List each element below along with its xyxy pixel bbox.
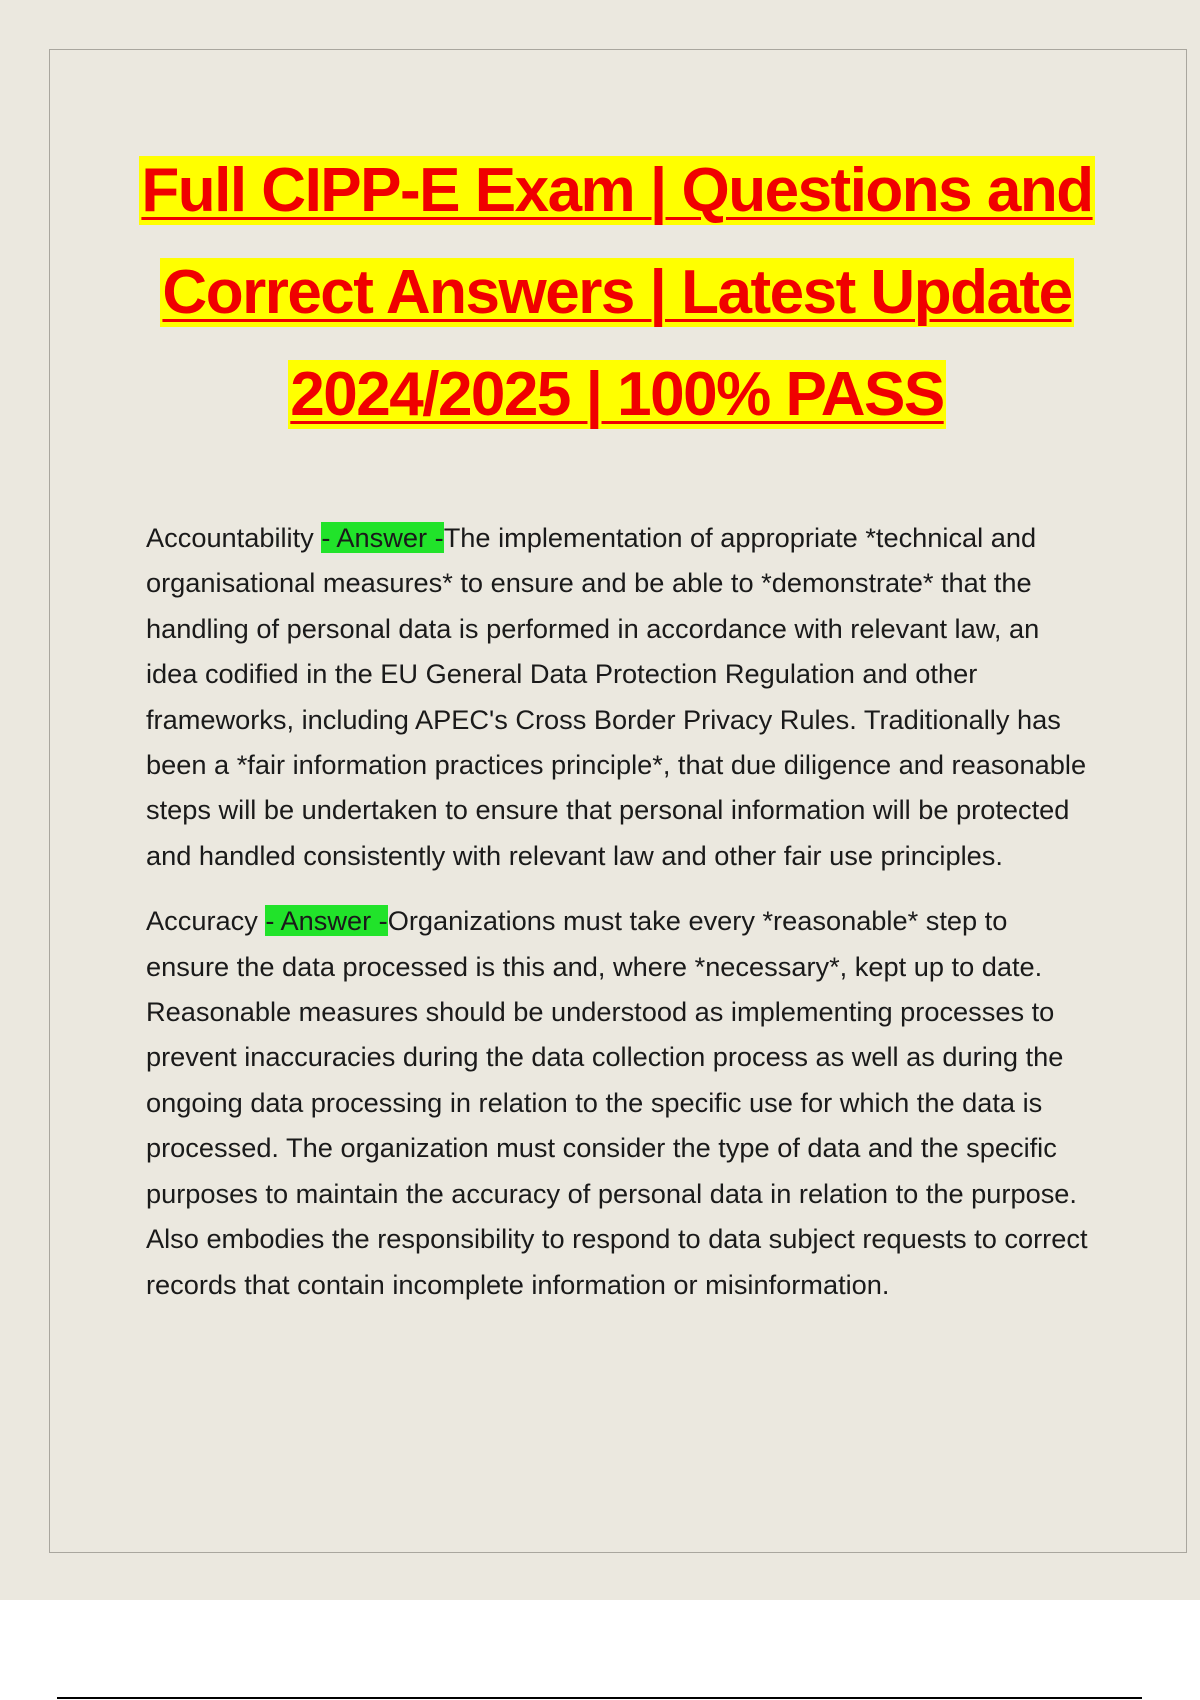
answer-marker: - Answer - bbox=[265, 905, 388, 937]
answer-marker: - Answer - bbox=[321, 522, 444, 553]
next-page-top-rule bbox=[57, 1697, 1142, 1699]
document-title bbox=[60, 140, 1174, 446]
flashcard-list bbox=[146, 515, 1096, 1327]
definition-text: The implementation of appropriate *technical and organisational measures* to ensure and be able to *demonstrate* that the handling of personal data is performed in accordance with relevant law, an idea codified in the EU General Data Protection Regulation and other frameworks, including APEC's Cross Border Privacy Rules. Traditionally has been a *fair information practices principle*, that due diligence and reasonable steps will be undertaken to ensure that personal information will be protected and handled consistently with relevant law and other fair use principles. bbox=[146, 522, 1087, 871]
flashcard-accountability bbox=[146, 515, 1096, 878]
title-line-1: Full CIPP-E Exam | Questions and bbox=[141, 156, 1093, 225]
title-line-2: Correct Answers | Latest Update bbox=[162, 258, 1072, 327]
title-line-3: 2024/2025 | 100% PASS bbox=[290, 360, 944, 429]
flashcard-accuracy bbox=[146, 898, 1096, 1307]
term-label: Accountability bbox=[146, 522, 322, 553]
term-label: Accuracy bbox=[146, 905, 266, 937]
definition-text: Organizations must take every *reasonable* step to ensure the data processed is this and, where *necessary*, kept up to date. Reasonable measures should be understood as implementing processes to prevent inaccuracies during the data collection process as well as during the ongoing data processing in relation to the specific use for which the data is processed. The organization must consider the type of data and the specific purposes to maintain the accuracy of personal data in relation to the purpose. Also embodies the responsibility to respond to data subject requests to correct records that contain incomplete information or misinformation. bbox=[146, 905, 1088, 1300]
